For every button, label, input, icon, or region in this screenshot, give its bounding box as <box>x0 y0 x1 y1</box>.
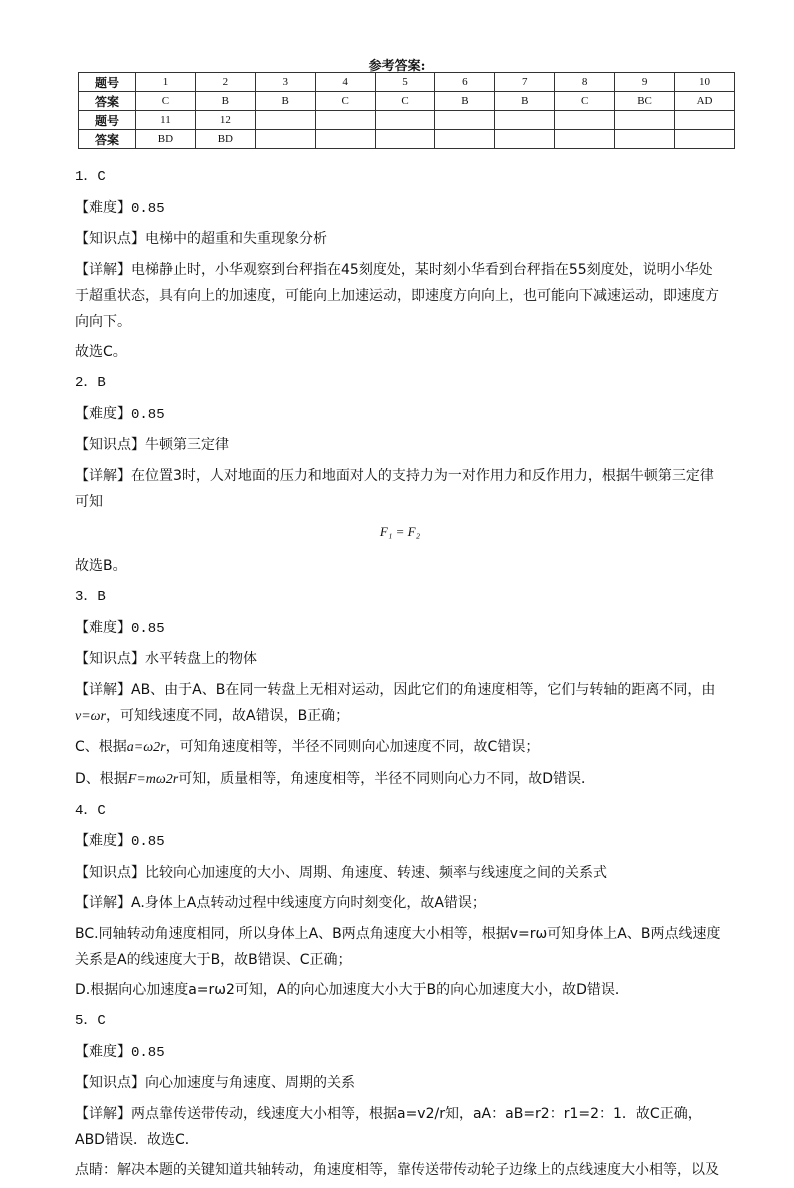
table-cell: BD <box>195 130 255 149</box>
knowledge-label: 【知识点】 <box>75 1075 145 1092</box>
row-label: 题号 <box>79 111 136 130</box>
answer-explanations <box>75 164 725 1188</box>
table-cell: 11 <box>136 111 196 130</box>
table-cell: 6 <box>435 73 495 92</box>
q2-difficulty <box>75 401 725 428</box>
difficulty-value: 0.85 <box>131 620 165 637</box>
q3-heading: 3．B <box>75 588 106 605</box>
table-cell: B <box>195 92 255 111</box>
detail-text: C、根据 <box>75 739 127 756</box>
q2-detail <box>75 463 725 515</box>
q4-detail-d: D.根据向心加速度a=rω2可知，A的向心加速度大小大于B的向心加速度大小，故D错误． <box>75 982 629 999</box>
table-cell <box>495 111 555 130</box>
table-cell: AD <box>675 92 735 111</box>
row-label: 答案 <box>79 92 136 111</box>
detail-label: 【详解】 <box>75 1105 131 1122</box>
table-cell <box>555 111 615 130</box>
knowledge-label: 【知识点】 <box>75 437 145 454</box>
q2-heading: 2．B <box>75 374 106 391</box>
table-cell <box>555 130 615 149</box>
table-cell <box>675 130 735 149</box>
difficulty-label: 【难度】 <box>75 1043 131 1060</box>
q1-detail <box>75 257 725 335</box>
q3-detail-ab <box>75 677 725 730</box>
knowledge-value: 牛顿第三定律 <box>145 437 229 454</box>
q1-heading: 1．C <box>75 169 106 185</box>
table-cell: BC <box>615 92 675 111</box>
table-row <box>79 130 735 149</box>
q3-detail-d <box>75 766 725 793</box>
detail-text: AB、由于A、B在同一转盘上无相对运动，因此它们的角速度相等，它们与转轴的距离不同，由 <box>131 681 716 698</box>
table-cell: 4 <box>315 73 375 92</box>
detail-label: 【详解】 <box>75 467 131 484</box>
q3-detail-c <box>75 734 725 761</box>
difficulty-label: 【难度】 <box>75 833 131 850</box>
table-cell: 1 <box>136 73 196 92</box>
knowledge-value: 电梯中的超重和失重现象分析 <box>145 231 327 248</box>
detail-text: D、根据 <box>75 770 128 787</box>
table-cell <box>495 130 555 149</box>
table-cell: B <box>495 92 555 111</box>
table-cell: B <box>255 92 315 111</box>
detail-text: 在位置3时，人对地面的压力和地面对人的支持力为一对作用力和反作用力，根据牛顿第三定律可知 <box>75 467 714 510</box>
table-cell: B <box>435 92 495 111</box>
q1-conclusion: 故选C。 <box>75 344 127 361</box>
difficulty-value: 0.85 <box>131 200 165 217</box>
table-cell <box>375 130 435 149</box>
formula: F=mω2r <box>127 771 179 787</box>
knowledge-label: 【知识点】 <box>75 231 145 248</box>
table-cell: 2 <box>195 73 255 92</box>
table-cell: BD <box>136 130 196 149</box>
q4-heading: 4．C <box>75 802 106 819</box>
table-cell <box>615 111 675 130</box>
q2-knowledge <box>75 432 725 458</box>
table-cell: C <box>375 92 435 111</box>
row-label: 答案 <box>79 130 136 149</box>
row-label: 题号 <box>79 73 136 92</box>
q5-detail <box>75 1101 725 1153</box>
knowledge-value: 水平转盘上的物体 <box>145 651 257 668</box>
q5-comment: 点睛：解决本题的关键知道共轴转动，角速度相等，靠传送带传动轮子边缘上的点线速度大小相等，以及 <box>75 1162 719 1179</box>
knowledge-label: 【知识点】 <box>75 651 145 668</box>
detail-text: A.身体上A点转动过程中线速度方向时刻变化，故A错误； <box>131 895 486 912</box>
q5-heading: 5．C <box>75 1013 106 1030</box>
table-cell <box>615 130 675 149</box>
table-cell <box>255 130 315 149</box>
difficulty-value: 0.85 <box>131 834 165 851</box>
difficulty-label: 【难度】 <box>75 405 131 422</box>
detail-text: 可知，质量相等，角速度相等，半径不同则向心力不同，故D错误． <box>178 770 596 787</box>
q5-difficulty <box>75 1039 725 1066</box>
detail-label: 【详解】 <box>75 261 131 278</box>
answer-table <box>78 72 735 149</box>
table-cell: C <box>136 92 196 111</box>
formula: v=ωr <box>75 708 106 724</box>
q2-conclusion: 故选B。 <box>75 558 127 575</box>
table-cell <box>435 130 495 149</box>
table-cell: C <box>315 92 375 111</box>
table-row <box>79 111 735 130</box>
table-cell <box>315 111 375 130</box>
difficulty-label: 【难度】 <box>75 619 131 636</box>
q4-detail-a <box>75 890 725 916</box>
q1-knowledge <box>75 226 725 252</box>
q4-difficulty <box>75 828 725 855</box>
knowledge-value: 向心加速度与角速度、周期的关系 <box>145 1075 355 1092</box>
table-row <box>79 92 735 111</box>
table-row <box>79 73 735 92</box>
q3-knowledge <box>75 646 725 672</box>
table-cell: 3 <box>255 73 315 92</box>
detail-text: ，可知角速度相等，半径不同则向心加速度不同，故C错误； <box>165 739 540 756</box>
table-cell: 8 <box>555 73 615 92</box>
knowledge-label: 【知识点】 <box>75 864 145 881</box>
table-cell: C <box>555 92 615 111</box>
table-cell <box>375 111 435 130</box>
detail-text: 两点靠传送带传动，线速度大小相等，根据a=v2/r知，aA：aB=r2：r1=2：1．故C正确，ABD错误．故选C． <box>75 1105 702 1148</box>
q1-difficulty <box>75 195 725 222</box>
detail-text: ，可知线速度不同，故A错误，B正确； <box>106 707 350 724</box>
q2-equation: F₁ = F₂ <box>379 524 421 540</box>
q3-difficulty <box>75 615 725 642</box>
difficulty-label: 【难度】 <box>75 199 131 216</box>
q5-knowledge <box>75 1070 725 1096</box>
table-cell: 7 <box>495 73 555 92</box>
table-cell <box>255 111 315 130</box>
knowledge-value: 比较向心加速度的大小、周期、角速度、转速、频率与线速度之间的关系式 <box>145 864 607 881</box>
q4-detail-bc: BC.同轴转动角速度相同，所以身体上A、B两点角速度大小相等，根据v=rω可知身体上A、B两点线速度关系是A的线速度大于B，故B错误、C正确； <box>75 925 721 968</box>
detail-label: 【详解】 <box>75 895 131 912</box>
table-cell <box>435 111 495 130</box>
table-cell: 12 <box>195 111 255 130</box>
formula: a=ω2r <box>126 740 166 756</box>
page-title: 参考答案: <box>368 59 426 74</box>
detail-text: 电梯静止时，小华观察到台秤指在45刻度处，某时刻小华看到台秤指在55刻度处，说明小华处于超重状态，具有向上的加速度，可能向上加速运动，即速度方向向上，也可能向下减速运动，即速度方向向下。 <box>75 261 719 330</box>
table-cell: 9 <box>615 73 675 92</box>
difficulty-value: 0.85 <box>131 406 165 423</box>
detail-label: 【详解】 <box>75 681 131 698</box>
table-cell: 5 <box>375 73 435 92</box>
table-cell <box>675 111 735 130</box>
difficulty-value: 0.85 <box>131 1044 165 1061</box>
table-cell <box>315 130 375 149</box>
q4-knowledge <box>75 860 725 886</box>
table-cell: 10 <box>675 73 735 92</box>
